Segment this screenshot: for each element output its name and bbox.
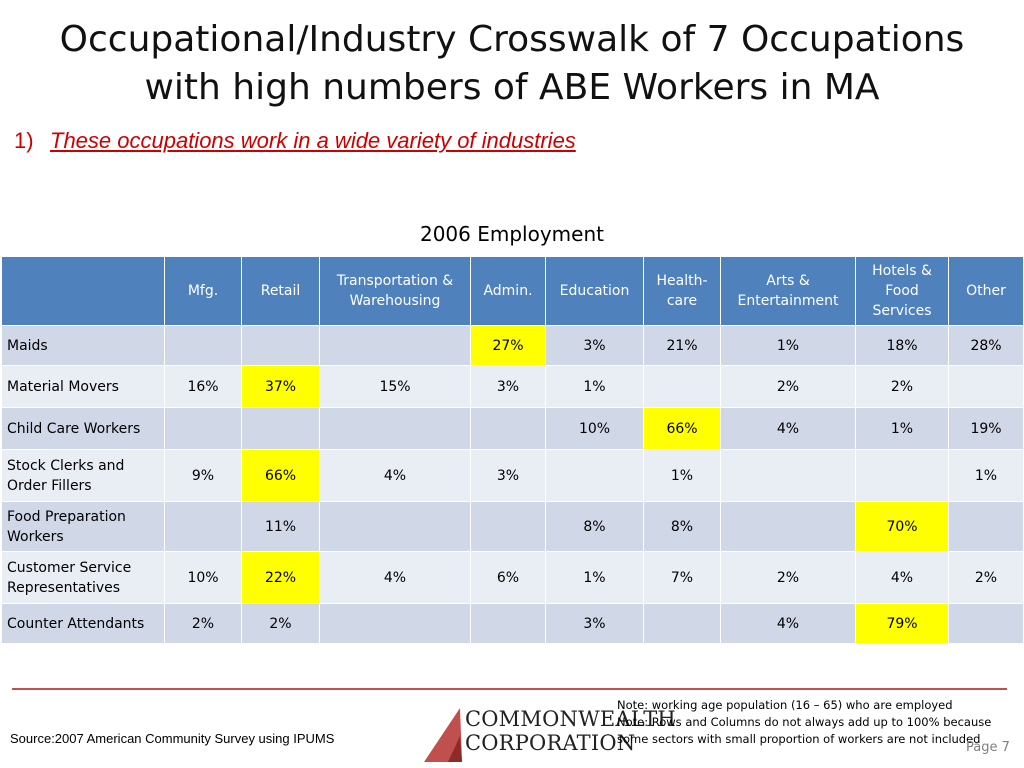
table-row — [2, 502, 1024, 552]
table-cell: 1% — [856, 408, 949, 450]
table-cell: 4% — [721, 408, 856, 450]
table-cell: 10% — [165, 552, 242, 604]
crosswalk-table — [1, 256, 1024, 644]
header-cell-retail: Retail — [242, 257, 320, 326]
row-label: Stock Clerks and Order Fillers — [2, 450, 165, 502]
logo-line-2: CORPORATION — [465, 731, 636, 755]
table-cell: 21% — [644, 326, 721, 366]
header-cell-other: Other — [949, 257, 1024, 326]
table-cell: 10% — [546, 408, 644, 450]
table-cell — [165, 326, 242, 366]
table-cell: 66% — [644, 408, 721, 450]
table-cell: 3% — [471, 366, 546, 408]
table-cell: 2% — [856, 366, 949, 408]
table-cell: 22% — [242, 552, 320, 604]
table-row — [2, 552, 1024, 604]
table-cell: 3% — [546, 604, 644, 644]
header-cell-healthcare: Health-care — [644, 257, 721, 326]
table-cell — [856, 450, 949, 502]
table-cell: 9% — [165, 450, 242, 502]
table-cell — [644, 366, 721, 408]
table-row — [2, 366, 1024, 408]
note-1: Note: working age population (16 – 65) who are employed — [617, 698, 953, 712]
table-cell: 3% — [471, 450, 546, 502]
table-cell: 18% — [856, 326, 949, 366]
table-cell — [242, 408, 320, 450]
header-cell-hotels: Hotels & Food Services — [856, 257, 949, 326]
table-cell — [165, 408, 242, 450]
row-label: Food Preparation Workers — [2, 502, 165, 552]
table-cell: 8% — [644, 502, 721, 552]
table-title: 2006 Employment — [419, 222, 604, 246]
table-cell: 1% — [546, 366, 644, 408]
table-cell: 1% — [949, 450, 1024, 502]
bullet-text: These occupations work in a wide variety of industries — [50, 128, 576, 153]
table-cell — [949, 604, 1024, 644]
bullet-point — [14, 128, 576, 154]
row-label: Counter Attendants — [2, 604, 165, 644]
table-cell — [242, 326, 320, 366]
table-row — [2, 326, 1024, 366]
table-cell: 28% — [949, 326, 1024, 366]
table-cell: 4% — [721, 604, 856, 644]
header-cell-admin: Admin. — [471, 257, 546, 326]
header-cell-blank — [2, 257, 165, 326]
logo-line-1: COMMONWEALTH — [465, 707, 676, 731]
table-cell: 2% — [721, 366, 856, 408]
header-cell-arts: Arts & Entertainment — [721, 257, 856, 326]
table-cell — [165, 502, 242, 552]
table-cell: 4% — [856, 552, 949, 604]
table-cell: 2% — [949, 552, 1024, 604]
header-row — [2, 257, 1024, 326]
table-cell — [471, 604, 546, 644]
table-cell: 4% — [320, 552, 471, 604]
page-number: Page 7 — [966, 740, 1010, 755]
table-cell: 11% — [242, 502, 320, 552]
row-label: Customer Service Representatives — [2, 552, 165, 604]
table-cell: 8% — [546, 502, 644, 552]
table-body — [2, 326, 1024, 644]
table-cell — [644, 604, 721, 644]
table-cell: 70% — [856, 502, 949, 552]
source-note: Source:2007 American Community Survey using IPUMS — [10, 731, 335, 746]
table-row — [2, 408, 1024, 450]
notes — [617, 697, 1017, 748]
table-cell: 2% — [721, 552, 856, 604]
table-cell: 16% — [165, 366, 242, 408]
table-cell — [320, 502, 471, 552]
table-cell: 2% — [242, 604, 320, 644]
table-row — [2, 604, 1024, 644]
table-cell: 1% — [546, 552, 644, 604]
table-cell: 19% — [949, 408, 1024, 450]
header-cell-transportation: Transportation & Warehousing — [320, 257, 471, 326]
table-cell: 7% — [644, 552, 721, 604]
table-cell: 27% — [471, 326, 546, 366]
table-cell: 15% — [320, 366, 471, 408]
table-cell: 37% — [242, 366, 320, 408]
table-cell — [320, 604, 471, 644]
table-cell — [320, 326, 471, 366]
table-cell — [546, 450, 644, 502]
table-cell: 2% — [165, 604, 242, 644]
table-cell: 66% — [242, 450, 320, 502]
table-cell — [471, 502, 546, 552]
table-row — [2, 450, 1024, 502]
table-cell — [949, 502, 1024, 552]
row-label: Child Care Workers — [2, 408, 165, 450]
table-cell — [721, 450, 856, 502]
header-cell-mfg: Mfg. — [165, 257, 242, 326]
table-cell: 4% — [320, 450, 471, 502]
row-label: Maids — [2, 326, 165, 366]
bullet-number: 1) — [14, 128, 34, 153]
row-label: Material Movers — [2, 366, 165, 408]
table-cell: 79% — [856, 604, 949, 644]
note-2: Note: Rows and Columns do not always add up to 100% because some sectors with small proportion of workers are not included — [617, 715, 992, 746]
table-cell: 1% — [721, 326, 856, 366]
table-cell: 1% — [644, 450, 721, 502]
header-cell-education: Education — [546, 257, 644, 326]
table-cell — [721, 502, 856, 552]
table-cell: 6% — [471, 552, 546, 604]
table-cell: 3% — [546, 326, 644, 366]
footer-divider — [12, 688, 1007, 690]
table-cell — [949, 366, 1024, 408]
table-cell — [471, 408, 546, 450]
slide-title: Occupational/Industry Crosswalk of 7 Occupations with high numbers of ABE Workers in MA — [59, 19, 965, 108]
table-cell — [320, 408, 471, 450]
